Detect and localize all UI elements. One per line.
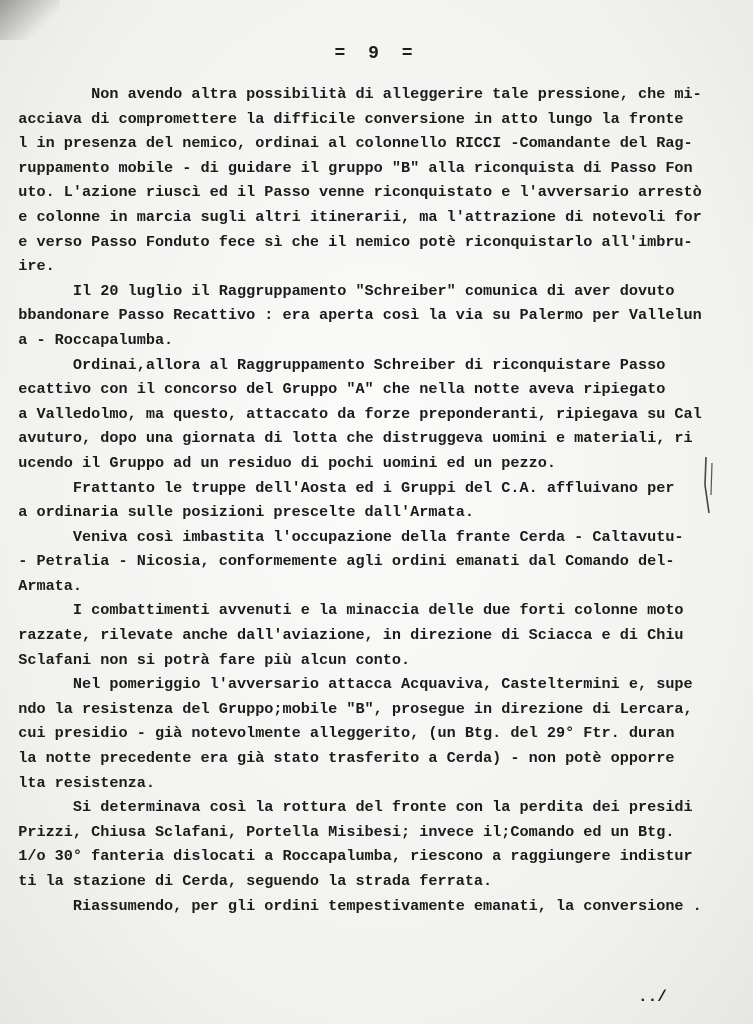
text-line: e verso Passo Fonduto fece sì che il nemico potè riconquistarlo all'imbru- <box>0 232 693 251</box>
text-line: bbandonare Passo Recattivo : era aperta così la via su Palermo per Vallelun <box>0 306 702 325</box>
text-line: ndo la resistenza del Gruppo;mobile "B", prosegue in direzione di Lercara, <box>0 699 693 718</box>
continuation-mark: ../ <box>638 988 667 1006</box>
text-line: lta resistenza. <box>0 773 155 792</box>
text-line: Riassumendo, per gli ordini tempestivamente emanati, la conversione . <box>0 896 702 915</box>
text-line: avuturo, dopo una giornata di lotta che distruggeva uomini e materiali, ri <box>0 429 693 448</box>
text-line: Si determinava così la rottura del fronte con la perdita dei presidi <box>0 798 693 817</box>
text-line: 1/o 30° fanteria dislocati a Roccapalumba, riescono a raggiungere indistur <box>0 847 693 866</box>
scan-shadow <box>0 0 60 40</box>
text-line: l in presenza del nemico, ordinai al colonnello RICCI -Comandante del Rag- <box>0 134 693 153</box>
text-line: a - Roccapalumba. <box>0 330 174 349</box>
text-line: Non avendo altra possibilità di alleggerire tale pressione, che mi- <box>0 85 702 103</box>
text-line: ire. <box>0 257 55 276</box>
text-line: Prizzi, Chiusa Sclafani, Portella Misibesi; invece il;Comando ed un Btg. <box>0 822 675 841</box>
text-line: ti la stazione di Cerda, seguendo la strada ferrata. <box>0 872 493 890</box>
text-line: Sclafani non si potrà fare più alcun conto. <box>0 650 411 669</box>
text-line: I combattimenti avvenuti e la minaccia delle due forti colonne moto <box>0 601 684 620</box>
text-line: Armata. <box>0 576 83 595</box>
text-line: e colonne in marcia sugli altri itinerarii, ma l'attrazione di notevoli for <box>0 207 702 226</box>
text-line: a Valledolmo, ma questo, attaccato da forze preponderanti, ripiegava su Cal <box>0 404 702 423</box>
margin-pencil-mark <box>700 455 718 515</box>
text-line: razzate, rilevate anche dall'aviazione, in direzione di Sciacca e di Chiu <box>0 626 684 645</box>
text-line: Frattanto le truppe dell'Aosta ed i Gruppi del C.A. affluivano per <box>0 478 675 497</box>
text-line: Il 20 luglio il Raggruppamento "Schreiber" comunica di aver dovuto <box>0 281 675 300</box>
text-line: uto. L'azione riuscì ed il Passo venne riconquistato e l'avversario arrestò <box>0 183 702 202</box>
text-line: ecattivo con il concorso del Gruppo "A" che nella notte aveva ripiegato <box>0 380 666 399</box>
page-number: = 9 = <box>334 44 419 64</box>
text-line: acciava di compromettere la difficile conversione in atto lungo la fronte <box>0 109 684 128</box>
text-line: Nel pomeriggio l'avversario attacca Acquaviva, Casteltermini e, supe <box>0 675 693 694</box>
body-text <box>0 82 753 918</box>
text-line: Veniva così imbastita l'occupazione della frante Cerda - Caltavutu- <box>0 527 684 546</box>
text-line: la notte precedente era già stato trasferito a Cerda) - non potè opporre <box>0 749 675 768</box>
text-line: ucendo il Gruppo ad un residuo di pochi uomini ed un pezzo. <box>0 453 556 472</box>
text-line: - Petralia - Nicosia, conformemente agli ordini emanati dal Comando del- <box>0 552 675 571</box>
text-line: Ordinai,allora al Raggruppamento Schreiber di riconquistare Passo <box>0 355 666 374</box>
text-line: ruppamento mobile - di guidare il gruppo "B" alla riconquista di Passo Fon <box>0 158 693 177</box>
text-line: cui presidio - già notevolmente alleggerito, (un Btg. del 29° Ftr. duran <box>0 724 675 743</box>
text-line: a ordinaria sulle posizioni prescelte dall'Armata. <box>0 503 474 522</box>
